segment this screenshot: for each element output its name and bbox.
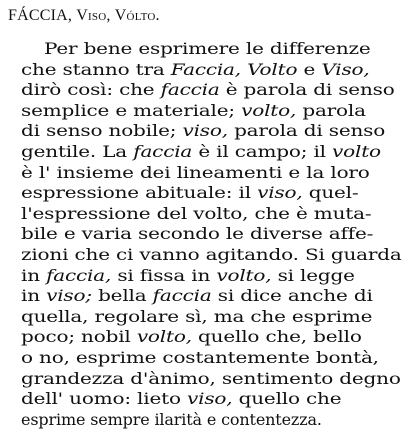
text-run: è il campo; il bbox=[192, 142, 333, 161]
italic-term: faccia bbox=[160, 80, 220, 100]
text-run: è parola di senso bbox=[219, 80, 395, 100]
text-run: o no, esprime costantemente bontà, bbox=[21, 348, 379, 367]
text-run: che stanno tra bbox=[21, 59, 171, 79]
heading-period: . bbox=[155, 7, 160, 24]
paragraph-line bbox=[21, 265, 355, 287]
italic-term: volto bbox=[332, 142, 381, 161]
text-run: si legge bbox=[271, 265, 355, 285]
paragraph-line bbox=[21, 223, 373, 245]
italic-term: viso, bbox=[257, 183, 303, 203]
text-run: Per bene esprimere le differenze bbox=[44, 39, 371, 58]
text-run: quello che bbox=[232, 389, 342, 409]
italic-term: viso; bbox=[46, 286, 92, 306]
text-run: in bbox=[21, 286, 47, 306]
text-run: dell' uomo: lieto bbox=[21, 389, 188, 409]
paragraph-line bbox=[21, 244, 402, 266]
paragraph-line bbox=[21, 326, 362, 348]
text-run: quel- bbox=[302, 183, 359, 203]
italic-term: viso, bbox=[187, 389, 233, 409]
paragraph-line bbox=[21, 120, 385, 142]
paragraph-line bbox=[21, 59, 370, 81]
paragraph-line bbox=[21, 306, 372, 328]
text-run: e bbox=[297, 59, 322, 79]
text-run: semplice e materiale; bbox=[21, 100, 242, 120]
paragraph-line bbox=[21, 388, 341, 410]
text-run: esprime sempre ilarità e contentezza. bbox=[21, 409, 322, 429]
text-run: bile e varia secondo le diverse affe- bbox=[21, 224, 374, 244]
text-run: in bbox=[21, 265, 47, 285]
text-run: quello che, bello bbox=[191, 327, 362, 347]
text-run: espressione abituale: il bbox=[21, 183, 258, 203]
text-run: gentile. La bbox=[21, 142, 134, 161]
text-run: dirò così: che bbox=[21, 80, 161, 100]
text-run: di senso nobile; bbox=[21, 121, 183, 141]
paragraph-line bbox=[21, 347, 379, 369]
paragraph-line bbox=[44, 38, 371, 60]
paragraph-line bbox=[21, 100, 366, 122]
text-run: parola bbox=[296, 100, 366, 120]
paragraph-line bbox=[21, 162, 370, 184]
italic-term: Viso, bbox=[321, 59, 370, 79]
paragraph-line bbox=[21, 182, 358, 204]
paragraph-line bbox=[21, 285, 373, 307]
text-run: zioni che ci vanno agitando. Si guarda bbox=[21, 245, 402, 264]
text-run: bella bbox=[91, 286, 153, 306]
text-run: si dice anche di bbox=[211, 286, 373, 306]
text-run: grandezza d'ànimo, sentimento degno bbox=[21, 368, 401, 388]
paragraph-line bbox=[21, 79, 395, 101]
italic-term: volto, bbox=[241, 100, 297, 120]
heading-separator: , bbox=[106, 7, 115, 24]
paragraph-line bbox=[21, 203, 371, 225]
text-run: è l' insieme dei lineamenti e la loro bbox=[21, 162, 370, 182]
headword-viso: Viso bbox=[76, 7, 107, 24]
text-run: poco; nobil bbox=[21, 327, 137, 347]
italic-term: volto, bbox=[136, 327, 192, 347]
paragraph-line bbox=[21, 409, 322, 431]
text-run: parola di senso bbox=[227, 121, 386, 141]
italic-term: volto, bbox=[216, 265, 272, 285]
paragraph-line bbox=[21, 368, 401, 390]
entry-heading bbox=[8, 6, 160, 26]
headword-faccia: FÁCCIA bbox=[8, 7, 68, 24]
heading-separator: , bbox=[67, 7, 77, 24]
text-run: l'espressione del volto, che è muta- bbox=[21, 203, 372, 223]
italic-term: faccia bbox=[152, 286, 212, 306]
italic-term: Faccia, Volto bbox=[170, 59, 298, 79]
italic-term: faccia, bbox=[46, 265, 112, 285]
headword-volto: Vólto bbox=[114, 7, 156, 24]
italic-term: viso, bbox=[182, 121, 228, 141]
text-run: si fissa in bbox=[111, 265, 217, 285]
text-run: quella, regolare sì, ma che esprime bbox=[21, 306, 373, 326]
paragraph-line bbox=[21, 141, 381, 163]
italic-term: faccia bbox=[133, 142, 193, 161]
